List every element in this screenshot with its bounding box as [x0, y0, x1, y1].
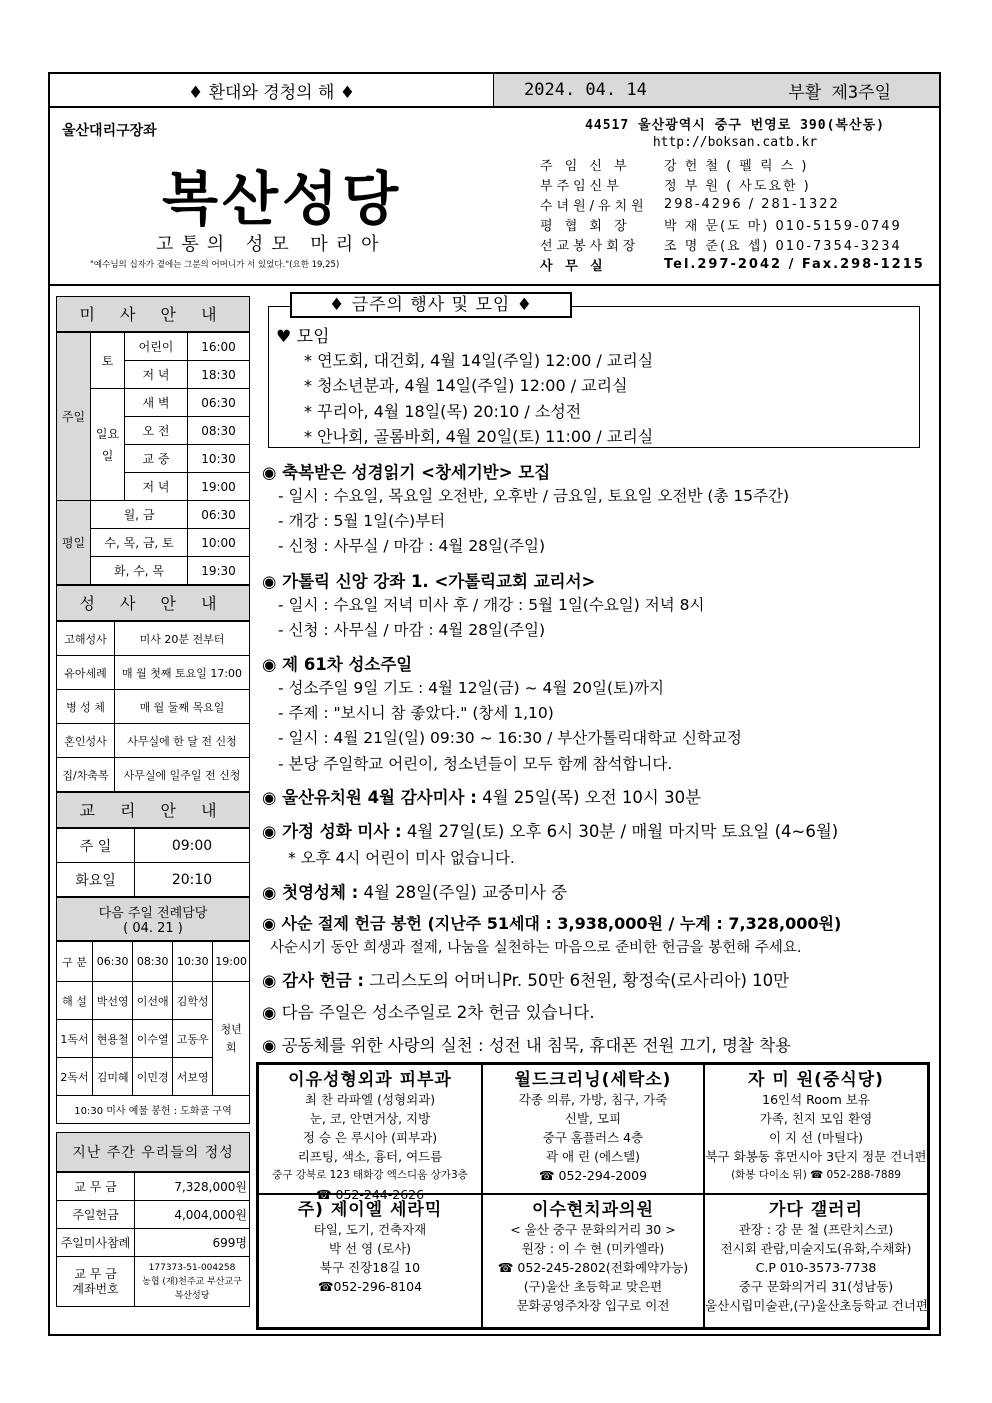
mass-name: 수, 목, 금, 토 — [91, 529, 188, 557]
ad-line: 이 지 선 (마틸다) — [768, 1130, 864, 1145]
ad-title: 자 미 원(중식당) — [748, 1070, 884, 1090]
ad-box — [482, 1194, 704, 1328]
year-theme: ♦ 환대와 경청의 해 ♦ — [50, 74, 494, 106]
sacrament-name: 유아세례 — [57, 656, 115, 690]
ad-line: 중구 문화의거리 31(성남동) — [738, 1279, 894, 1294]
notice-detail: - 개강 : 5월 1일(수)부터 — [278, 512, 446, 530]
liturgy-col-head: 10:30 — [173, 942, 213, 982]
sacrament-name: 집/차축복 — [57, 758, 115, 792]
ad-line: 최 찬 라파엘 (성형외과) — [304, 1092, 436, 1107]
sacrament-info: 매 월 둘째 목요일 — [115, 690, 250, 724]
liturgy-cell: 고동우 — [173, 1020, 213, 1058]
liturgical-week: 부활 제3주일 — [788, 82, 891, 103]
masthead — [62, 120, 482, 280]
notice-heading: ◉ 가톨릭 신앙 강좌 1. <가톨릭교회 교리서> — [262, 572, 596, 591]
account-number — [135, 1257, 250, 1307]
mass-name: 어린이 — [125, 333, 188, 361]
ad-line: 16인석 Room 보유 — [762, 1092, 870, 1107]
ad-box — [482, 1064, 704, 1194]
staff-list — [540, 154, 930, 274]
staff-value: Tel.297-2042 / Fax.298-1215 — [664, 256, 925, 272]
mass-schedule-table — [56, 332, 250, 585]
ad-line: 북구 화봉동 휴먼시아 3단지 정문 건너편 — [705, 1149, 927, 1164]
staff-role: 사 무 실 — [540, 258, 607, 274]
liturgy-header-row — [57, 942, 250, 982]
ad-line: 정 승 은 루시아 (피부과) — [302, 1130, 438, 1145]
staff-role: 주 임 신 부 — [540, 158, 631, 174]
ad-title: 이유성형외과 피부과 — [288, 1070, 452, 1090]
offering-label: 교 무 금 — [57, 1173, 135, 1201]
event-item: * 꾸리아, 4월 18일(목) 20:10 / 소성전 — [304, 402, 582, 421]
offering-row — [57, 1201, 250, 1229]
offering-label: 주일미사참례 — [57, 1229, 135, 1257]
mass-name: 저 녁 — [125, 361, 188, 389]
ad-line: 중구 홈플러스 4층 — [542, 1130, 644, 1145]
ad-line: 울산시립미술관,(구)울산초등학교 건너편 — [705, 1298, 928, 1313]
catechism-title: 교 리 안 내 — [56, 792, 250, 828]
event-item: * 청소년분과, 4월 14일(주일) 12:00 / 교리실 — [304, 376, 628, 395]
catechism-table — [56, 828, 250, 897]
ad-line: < 울산 중구 문화의거리 30 > — [510, 1222, 676, 1237]
notice-detail: - 신청 : 사무실 / 마감 : 4월 28일(주일) — [278, 621, 546, 639]
mass-time: 10:00 — [188, 529, 250, 557]
staff-row — [540, 214, 930, 234]
notice-detail: - 일시 : 수요일 저녁 미사 후 / 개강 : 5월 1일(수요일) 저녁 8시 — [278, 596, 705, 614]
mass-name: 저 녁 — [125, 473, 188, 501]
mass-name: 월, 금 — [91, 501, 188, 529]
liturgy-cell: 해 설 — [57, 982, 93, 1020]
staff-value: 박 재 문(도 마) 010-5159-0749 — [664, 218, 902, 234]
ad-box — [704, 1194, 928, 1328]
ad-line: 전시회 관람,미술지도(유화,수채화) — [720, 1241, 912, 1256]
liturgy-row — [57, 982, 250, 1020]
notice-heading: ◉ 제 61차 성소주일 — [262, 655, 413, 674]
ad-box — [258, 1064, 482, 1202]
sacrament-info: 매 월 첫째 토요일 17:00 — [115, 656, 250, 690]
scripture-quote: "예수님의 십자가 곁에는 그분의 어머니가 서 있었다."(요한 19,25) — [90, 260, 340, 270]
sacrament-row — [57, 758, 250, 792]
offering-title: 지난 주간 우리들의 정성 — [56, 1132, 250, 1172]
ad-line: 리프팅, 색소, 흉터, 여드름 — [297, 1149, 443, 1164]
notice-lent-offering: ◉ 사순 절제 헌금 봉헌 (지난주 51세대 : 3,938,000원 / 누계 : 7,328,000원) — [262, 914, 842, 933]
offering-label: 주일헌금 — [57, 1201, 135, 1229]
mass-time: 18:30 — [188, 361, 250, 389]
notice-detail: - 일시 : 4월 21일(일) 09:30 ~ 16:30 / 부산가톨릭대학교 신학교정 — [278, 729, 742, 747]
liturgy-table — [56, 941, 250, 1124]
account-row — [57, 1257, 250, 1307]
liturgy-col-head: 19:00 — [213, 942, 250, 982]
notice-thanks-offering: ◉ 감사 헌금 : 그리스도의 어머니Pr. 50만 6천원, 황정숙(로사리아) 10만 — [262, 971, 790, 990]
patron-name: 고통의 성모 마리아 — [156, 234, 387, 255]
mass-name: 화, 수, 목 — [91, 557, 188, 585]
liturgy-cell: 김미혜 — [93, 1058, 133, 1096]
liturgy-cell: 서보영 — [173, 1058, 213, 1096]
staff-row — [540, 154, 930, 174]
offering-value: 4,004,000원 — [135, 1201, 250, 1229]
sacrament-row — [57, 656, 250, 690]
offering-value: 7,328,000원 — [135, 1173, 250, 1201]
notice-detail: - 신청 : 사무실 / 마감 : 4월 28일(주일) — [278, 537, 546, 555]
ad-title: 이수현치과의원 — [532, 1200, 654, 1220]
mass-time: 06:30 — [188, 501, 250, 529]
liturgy-cell: 이수열 — [133, 1020, 173, 1058]
liturgy-cell: 김학성 — [173, 982, 213, 1020]
staff-row — [540, 194, 930, 214]
notice-first-communion: ◉ 첫영성체 : 4월 28일(주일) 교중미사 중 — [262, 883, 568, 902]
ad-title: 주) 제이엘 세라믹 — [297, 1200, 443, 1220]
liturgy-col-head: 08:30 — [133, 942, 173, 982]
ad-line: 문화공영주차장 입구로 이전 — [516, 1298, 670, 1313]
contact-block — [540, 114, 930, 274]
mass-time: 19:00 — [188, 473, 250, 501]
ad-title: 월드크리닝(세탁소) — [514, 1070, 672, 1090]
offering-value: 699명 — [135, 1229, 250, 1257]
event-item: * 안나회, 골롬바회, 4월 20일(토) 11:00 / 교리실 — [304, 427, 654, 446]
ad-line: 타일, 도기, 건축자재 — [313, 1222, 427, 1237]
liturgy-cell: 1독서 — [57, 1020, 93, 1058]
ad-box — [258, 1194, 482, 1328]
notice-family-mass: ◉ 가정 성화 미사 : 4월 27일(토) 오후 6시 30분 / 매월 마지막 토요일 (4~6월) — [262, 822, 839, 841]
ad-line: 박 선 영 (로사) — [328, 1241, 412, 1256]
staff-value: 강 헌 철 ( 펠 릭 스 ) — [664, 158, 809, 174]
offering-row — [57, 1173, 250, 1201]
liturgy-col-head: 06:30 — [93, 942, 133, 982]
issue-date: 2024. 04. 14 — [524, 80, 647, 100]
mass-time: 19:30 — [188, 557, 250, 585]
staff-role: 부주임신부 — [540, 178, 623, 194]
offering-table — [56, 1172, 250, 1307]
ad-line: 가족, 친지 모임 환영 — [759, 1111, 873, 1126]
liturgy-cell: 현용철 — [93, 1020, 133, 1058]
ad-line: ☎052-296-8104 — [317, 1279, 423, 1294]
notice-detail: 사순시기 동안 희생과 절제, 나눔을 실천하는 마음으로 준비한 헌금을 봉헌해 주세요. — [270, 940, 802, 956]
staff-row — [540, 174, 930, 194]
staff-row — [540, 234, 930, 254]
sacrament-row — [57, 690, 250, 724]
ad-line: 원장 : 이 수 현 (미카엘라) — [521, 1241, 665, 1256]
ad-line: (화봉 다이소 뒤) ☎ 052-288-7889 — [731, 1169, 901, 1181]
mass-time: 08:30 — [188, 417, 250, 445]
weekday-label: 평일 — [57, 501, 91, 585]
ad-line: ☎ 052-294-2009 — [538, 1168, 648, 1183]
mass-time: 10:30 — [188, 445, 250, 473]
sacrament-name: 병 성 체 — [57, 690, 115, 724]
liturgy-note-row — [57, 1096, 250, 1124]
account-line: 177373-51-004258 — [148, 1262, 236, 1273]
catechism-day: 주 일 — [57, 829, 135, 863]
ad-title: 가다 갤러리 — [768, 1200, 864, 1220]
notice-etiquette: ◉ 공동체를 위한 사랑의 실천 : 성전 내 침묵, 휴대폰 전원 끄기, 명찰 착용 — [262, 1036, 791, 1055]
youth-group-cell: 청년회 — [213, 982, 250, 1096]
liturgy-cell: 이선애 — [133, 982, 173, 1020]
mass-schedule-title: 미 사 안 내 — [56, 296, 250, 332]
ad-box — [704, 1064, 928, 1194]
catechism-day: 화요일 — [57, 863, 135, 897]
ad-line: 중구 강북로 123 태화강 엑스디움 상가3층 — [272, 1169, 468, 1181]
mass-name: 오 전 — [125, 417, 188, 445]
liturgy-cell: 2독서 — [57, 1058, 93, 1096]
catechism-time: 09:00 — [135, 829, 250, 863]
sacrament-name: 혼인성사 — [57, 724, 115, 758]
header-divider — [48, 284, 941, 286]
catechism-time: 20:10 — [135, 863, 250, 897]
ad-line: 각종 의류, 가방, 침구, 가죽 — [518, 1092, 668, 1107]
notice-detail: * 오후 4시 어린이 미사 없습니다. — [288, 849, 515, 867]
liturgy-cell: 박선영 — [93, 982, 133, 1020]
sacrament-info: 미사 20분 전부터 — [115, 622, 250, 656]
account-label: 교 무 금 계좌번호 — [57, 1257, 135, 1307]
notice-detail: - 주제 : "보시니 참 좋았다." (창세 1,10) — [278, 704, 554, 722]
ad-line: 북구 진장18길 10 — [319, 1260, 421, 1275]
church-name: 복산성당 — [162, 165, 403, 233]
notice-heading: ◉ 축복받은 성경읽기 <창세기반> 모집 — [262, 463, 551, 482]
website-link[interactable]: http://boksan.catb.kr — [652, 135, 818, 150]
sun-label: 일요일 — [91, 389, 125, 501]
sacrament-table — [56, 621, 250, 792]
sacrament-row — [57, 724, 250, 758]
liturgy-note: 10:30 미사 예물 봉헌 : 도화골 구역 — [57, 1096, 250, 1124]
staff-role: 평 협 회 장 — [540, 218, 631, 234]
sacrament-info: 사무실에 일주일 전 신청 — [115, 758, 250, 792]
ad-line: (구)울산 초등학교 맞은편 — [523, 1279, 663, 1294]
ad-line: ☎ 052-245-2802(전화예약가능) — [497, 1260, 689, 1275]
ad-line: 눈, 코, 안면거상, 지방 — [309, 1111, 431, 1126]
catechism-row — [57, 863, 250, 897]
liturgy-cell: 이민경 — [133, 1058, 173, 1096]
notice-detail: - 본당 주일학교 어린이, 청소년들이 모두 함께 참석합니다. — [278, 755, 673, 773]
staff-role: 선교봉사회장 — [540, 238, 640, 254]
events-title: ♦ 금주의 행사 및 모임 ♦ — [290, 292, 572, 318]
sacrament-info: 사무실에 한 달 전 신청 — [115, 724, 250, 758]
staff-role: 수녀원/유치원 — [540, 198, 648, 214]
staff-row — [540, 254, 930, 274]
notice-kindergarten: ◉ 울산유치원 4월 감사미사 : 4월 25일(목) 오전 10시 30분 — [262, 788, 702, 807]
mass-time: 16:00 — [188, 333, 250, 361]
sidebar — [56, 296, 250, 1307]
sacrament-row — [57, 622, 250, 656]
sacrament-title: 성 사 안 내 — [56, 585, 250, 621]
mass-name: 새 벽 — [125, 389, 188, 417]
event-item: * 연도회, 대건회, 4월 14일(주일) 12:00 / 교리실 — [304, 351, 654, 370]
ad-line: ☎ 052-244-2626 — [315, 1187, 425, 1202]
diocese-label: 울산대리구장좌 — [62, 123, 157, 139]
account-line: 복산성당 — [174, 1290, 210, 1301]
staff-value: 정 부 원 ( 사도요한 ) — [664, 178, 811, 194]
notice-detail: - 성소주일 9일 기도 : 4월 12일(금) ~ 4월 20일(토)까지 — [278, 679, 664, 697]
liturgy-title: 다음 주일 전례담당 ( 04. 21 ) — [56, 897, 250, 941]
sacrament-name: 고해성사 — [57, 622, 115, 656]
saturday-label: 토 — [91, 333, 125, 389]
mass-time: 06:30 — [188, 389, 250, 417]
account-line: 농협 (재)천주교 부산교구 — [142, 1276, 242, 1287]
notice-second-collection: ◉ 다음 주일은 성소주일로 2차 헌금 있습니다. — [262, 1003, 595, 1022]
ad-line: 신발, 모피 — [564, 1111, 622, 1126]
ad-line: 곽 애 린 (에스텔) — [545, 1149, 641, 1164]
staff-value: 298-4296 / 281-1322 — [664, 196, 840, 212]
address: 44517 울산광역시 중구 번영로 390(복산동) — [585, 118, 885, 133]
mass-name: 교 중 — [125, 445, 188, 473]
notice-detail: - 일시 : 수요일, 목요일 오전반, 오후반 / 금요일, 토요일 오전반 (총 15주간) — [278, 487, 790, 505]
sunday-label: 주일 — [57, 333, 91, 501]
liturgy-col-head: 구 분 — [57, 942, 93, 982]
meeting-heading: ♥ 모임 — [276, 327, 330, 347]
staff-value: 조 명 준(요 셉) 010-7354-3234 — [664, 238, 902, 254]
offering-row — [57, 1229, 250, 1257]
ad-line: 관장 : 강 문 철 (프란치스코) — [738, 1222, 894, 1237]
ad-line: C.P 010-3573-7738 — [755, 1260, 877, 1275]
catechism-row — [57, 829, 250, 863]
